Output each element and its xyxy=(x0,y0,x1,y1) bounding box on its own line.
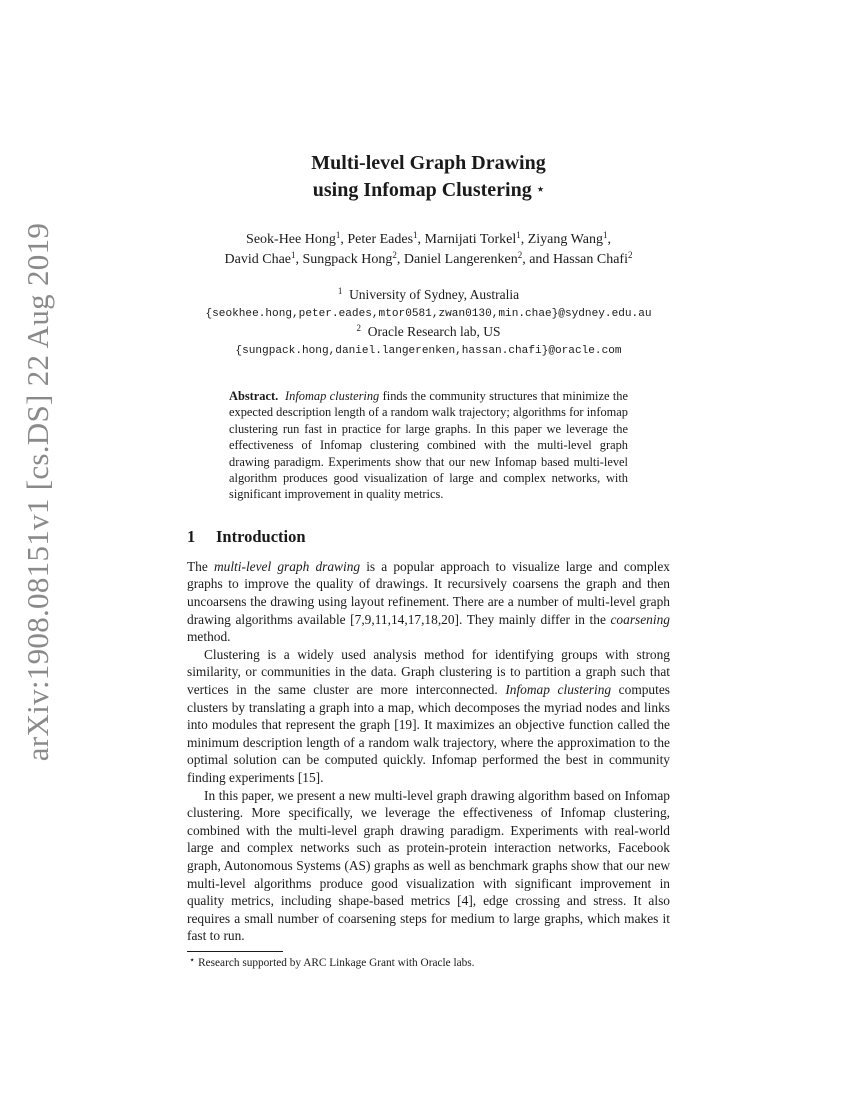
emphasis-run: Infomap clustering xyxy=(505,682,612,697)
abstract-text: finds the community structures that minimize the expected description length of a random walk trajectory; algorithms for infomap clustering run fast in practice for large graphs. In this paper we leverage the effectiveness of Infomap clustering combined with the multi-level graph drawing paradigm. Experiments show that our new Infomap based multi-level algorithm produces good visualization of large and complex networks, with significant improvement in quality metrics. xyxy=(229,389,629,502)
section-heading xyxy=(187,527,670,547)
paper-page xyxy=(187,150,670,970)
author-name: Peter Eades xyxy=(347,232,414,247)
arxiv-identifier: arXiv:1908.08151v1 [cs.DS] 22 Aug 2019 xyxy=(20,222,55,762)
author-affiliation-mark: 1 xyxy=(413,230,418,240)
author-affiliation-mark: 2 xyxy=(392,250,397,260)
paper-title xyxy=(187,150,670,204)
text-run: The xyxy=(187,558,214,574)
affiliation-2-emails: {sungpack.hong,daniel.langerenken,hassan.chafi}@oracle.com xyxy=(235,344,622,357)
footnote-text: Research supported by ARC Linkage Grant with Oracle labs. xyxy=(198,956,475,969)
abstract xyxy=(229,388,628,503)
affiliation-1-emails: {seokhee.hong,peter.eades,mtor0581,zwan0130,min.chae}@sydney.edu.au xyxy=(205,307,652,320)
text-run: is a popular approach to visualize large and complex graphs to improve the quality of drawings. It recursively coarsens the graph and then uncoarsens the drawing using layout refinement. There are a number of multi-level graph drawing algorithms available [7,9,11,14,17,18,20]. They mainly differ in the xyxy=(187,558,671,627)
author-affiliation-mark: 1 xyxy=(335,230,341,240)
paragraph-1 xyxy=(187,558,670,646)
author-list xyxy=(187,230,670,270)
affiliation-name: Oracle Research lab, US xyxy=(367,324,501,339)
affiliation-1 xyxy=(187,286,670,305)
section-number: 1 xyxy=(187,526,196,546)
author-separator: , xyxy=(396,252,404,267)
author-name: Sungpack Hong xyxy=(302,252,393,267)
affiliation-mark: 2 xyxy=(356,323,362,333)
author-affiliation-mark: 1 xyxy=(516,230,521,240)
author-affiliation-mark: 1 xyxy=(602,230,608,240)
author-affiliation-mark: 2 xyxy=(627,250,633,260)
section-title: Introduction xyxy=(216,526,306,546)
author-name: Hassan Chafi xyxy=(552,252,628,267)
footnote-mark: ⋆ xyxy=(189,954,196,966)
author-name: David Chae xyxy=(224,252,291,267)
author-separator: , xyxy=(340,232,348,247)
text-run: Clustering is a widely used analysis method for identifying groups with strong similarity, or communities in the data. Graph clustering is to partition a graph such that vertices in the same cluster are more interconnected. xyxy=(187,646,670,697)
footnote xyxy=(187,956,670,970)
author-name: Seok-Hee Hong xyxy=(246,232,336,247)
author-separator: , and xyxy=(522,252,553,267)
author-line-2 xyxy=(187,250,670,270)
emphasis-run: coarsening xyxy=(610,611,670,627)
affiliation-2 xyxy=(187,323,670,342)
title-footnote-mark: ⋆ xyxy=(536,182,545,196)
footnote-divider xyxy=(187,951,283,952)
text-run: computes clusters by translating a graph into a map, which decomposes the myriad nodes and links into modules that represent the graph [19]. It maximizes an objective function called the minimum description length of a random walk trajectory, where the approximation to the optimal solution can be computed quickly. Infomap performed the best in community finding experiments [15]. xyxy=(187,682,670,785)
affiliation-name: University of Sydney, Australia xyxy=(349,287,520,302)
text-run: method. xyxy=(187,629,231,645)
title-line-1: Multi-level Graph Drawing xyxy=(311,152,546,174)
abstract-term: Infomap clustering xyxy=(285,389,380,403)
emphasis-run: multi-level graph drawing xyxy=(213,558,361,574)
author-separator: , xyxy=(520,232,528,247)
paragraph-2 xyxy=(187,646,670,787)
author-separator: , xyxy=(295,252,303,267)
author-name: Daniel Langerenken xyxy=(403,252,518,267)
author-separator: , xyxy=(607,232,611,247)
author-name: Marnijati Torkel xyxy=(424,232,517,247)
author-affiliation-mark: 2 xyxy=(517,250,523,260)
affiliation-mark: 1 xyxy=(337,286,343,296)
title-line-2: using Infomap Clustering ⋆ xyxy=(312,179,545,201)
abstract-label: Abstract. xyxy=(229,389,279,403)
author-affiliation-mark: 1 xyxy=(291,250,296,260)
arxiv-sidebar xyxy=(8,222,68,762)
author-name: Ziyang Wang xyxy=(527,232,603,247)
paragraph-3: In this paper, we present a new multi-level graph drawing algorithm based on Infomap clustering. More specifically, we leverage the effectiveness of Infomap clustering, combined with the multi-level graph drawing paradigm. Experiments with real-world large and complex networks such as protein-protein interaction networks, Facebook graph, Autonomous Systems (AS) graphs as well as benchmark graphs show that our new multi-level algorithms produce good visualization with significant improvement in quality metrics, including shape-based metrics [4], edge crossing and stress. It also requires a small number of coarsening steps for medium to large graphs, which makes it fast to run. xyxy=(187,787,670,944)
author-separator: , xyxy=(417,232,425,247)
affiliations xyxy=(187,286,670,360)
author-line-1 xyxy=(187,230,670,250)
